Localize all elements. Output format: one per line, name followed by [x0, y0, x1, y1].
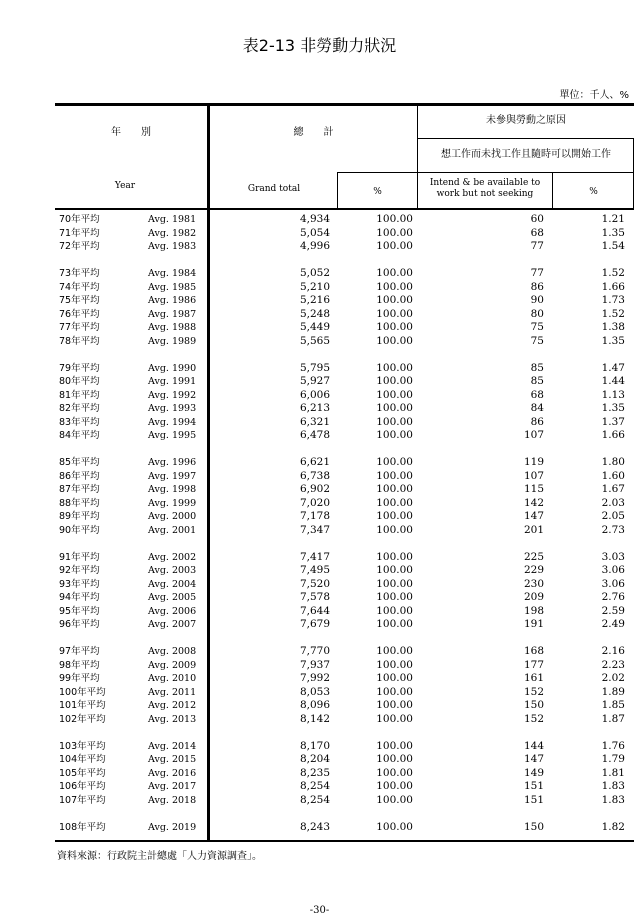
year-en-cell: Avg. 1993	[148, 403, 197, 414]
table-row	[55, 659, 634, 673]
table-row	[55, 402, 634, 416]
reason-group-rule	[418, 138, 634, 139]
year-en-cell: Avg. 2001	[148, 524, 197, 536]
year-en-cell: Avg. 1999	[148, 497, 197, 509]
total-pct-cell: 100.00	[376, 672, 413, 684]
intend-pct-cell: 1.13	[601, 388, 625, 401]
total-cell: 7,520	[299, 577, 330, 590]
total-pct-cell: 100.00	[376, 793, 413, 806]
page-title: 表2-13 非勞動力狀況	[242, 36, 397, 55]
intend-cell: 107	[523, 469, 544, 482]
total-pct-cell: 100.00	[376, 361, 413, 374]
intend-pct-cell: 2.03	[601, 496, 625, 509]
intend-cell: 85	[530, 375, 544, 387]
year-roc-cell: 101年平均	[59, 700, 106, 711]
total-pct-cell: 100.00	[376, 321, 413, 333]
year-roc-cell: 76年平均	[59, 308, 100, 320]
table-row	[55, 294, 634, 308]
table-row	[55, 213, 634, 227]
total-cell: 7,417	[299, 550, 330, 563]
year-roc-cell: 96年平均	[59, 619, 100, 630]
table-row	[55, 483, 634, 497]
total-cell: 7,937	[299, 658, 330, 671]
year-en-cell: Avg. 2010	[148, 673, 197, 684]
year-roc-cell: 84年平均	[59, 430, 100, 441]
table-row	[55, 686, 634, 700]
total-cell: 5,927	[299, 375, 330, 387]
intend-cell: 198	[523, 604, 544, 617]
year-en-cell: Avg. 2009	[148, 659, 197, 671]
year-en-cell: Avg. 1987	[148, 308, 197, 320]
header-intend-pct: %	[589, 187, 598, 197]
year-roc-cell: 81年平均	[59, 389, 100, 401]
year-en-cell: Avg. 2002	[148, 551, 197, 563]
year-roc-cell: 83年平均	[59, 416, 100, 428]
year-en-cell: Avg. 2005	[148, 592, 197, 603]
table-row	[55, 578, 634, 592]
total-pct-cell: 100.00	[376, 780, 413, 792]
intend-pct-cell: 2.76	[601, 591, 625, 603]
total-pct-cell: 100.00	[376, 604, 413, 617]
year-roc-cell: 85年平均	[59, 457, 100, 468]
table-row	[55, 470, 634, 484]
table-row	[55, 375, 634, 389]
intend-cell: 85	[530, 361, 544, 374]
header-intend-en-line1: Intend & be available to	[429, 178, 541, 188]
header-bottom-rule	[55, 208, 634, 210]
total-pct-cell: 100.00	[376, 591, 413, 603]
year-en-cell: Avg. 1990	[148, 362, 197, 374]
unit-label: 單位：千人、%	[559, 90, 629, 101]
intend-pct-cell: 1.79	[601, 753, 625, 765]
table-row	[55, 429, 634, 443]
total-pct-cell: 100.00	[376, 685, 413, 698]
intend-pct-cell: 2.16	[601, 645, 625, 657]
total-pct-cell: 100.00	[376, 739, 413, 752]
intend-cell: 142	[523, 496, 544, 509]
year-roc-cell: 99年平均	[59, 673, 100, 684]
table-row	[55, 416, 634, 430]
total-cell: 5,210	[299, 280, 330, 293]
intend-cell: 90	[530, 294, 544, 306]
total-pct-cell: 100.00	[376, 456, 413, 468]
total-pct-cell: 100.00	[376, 375, 413, 387]
intend-cell: 191	[523, 618, 544, 630]
total-cell: 7,770	[299, 645, 330, 657]
total-pct-cell: 100.00	[376, 523, 413, 536]
intend-pct-cell: 1.76	[601, 739, 625, 752]
year-roc-cell: 106年平均	[59, 781, 106, 792]
year-en-cell: Avg. 2017	[148, 781, 197, 792]
table-row	[55, 524, 634, 538]
intend-pct-cell: 1.35	[601, 402, 625, 414]
intend-pct-cell: 2.02	[601, 672, 625, 684]
intend-pct-cell: 2.05	[601, 510, 625, 522]
year-roc-cell: 75年平均	[59, 295, 100, 306]
total-cell: 5,054	[299, 226, 330, 239]
year-en-cell: Avg. 1995	[148, 430, 197, 441]
total-pct-cell: 100.00	[376, 388, 413, 401]
total-pct-cell: 100.00	[376, 226, 413, 239]
table-row	[55, 591, 634, 605]
table-row	[55, 740, 634, 754]
year-en-cell: Avg. 1983	[148, 241, 197, 252]
intend-pct-cell: 1.67	[601, 483, 625, 495]
year-roc-cell: 70年平均	[59, 214, 100, 225]
year-en-cell: Avg. 2004	[148, 578, 197, 590]
total-cell: 8,235	[299, 766, 330, 779]
year-roc-cell: 77年平均	[59, 322, 100, 333]
total-cell: 7,495	[299, 564, 330, 576]
intend-pct-cell: 1.54	[601, 240, 625, 252]
intend-pct-cell: 1.35	[601, 226, 625, 239]
year-roc-cell: 107年平均	[59, 794, 106, 806]
header-year-en: Year	[114, 181, 136, 191]
table-top-rule	[55, 103, 634, 106]
intend-cell: 150	[523, 820, 544, 833]
total-cell: 7,992	[299, 672, 330, 684]
total-pct-cell: 100.00	[376, 577, 413, 590]
total-cell: 8,204	[299, 753, 330, 765]
intend-pct-cell: 1.66	[601, 429, 625, 441]
total-pct-cell: 100.00	[376, 469, 413, 482]
table-row	[55, 321, 634, 335]
year-en-cell: Avg. 2008	[148, 646, 197, 657]
year-en-cell: Avg. 1989	[148, 335, 197, 347]
year-roc-cell: 91年平均	[59, 551, 100, 563]
year-roc-cell: 97年平均	[59, 646, 100, 657]
intend-cell: 151	[523, 793, 544, 806]
intend-cell: 77	[530, 267, 544, 279]
year-en-cell: Avg. 1991	[148, 376, 197, 387]
intend-cell: 68	[530, 388, 544, 401]
table-row	[55, 753, 634, 767]
year-en-cell: Avg. 2015	[148, 754, 197, 765]
intend-pct-cell: 2.73	[601, 523, 625, 536]
total-cell: 5,795	[299, 361, 330, 374]
table-row	[55, 497, 634, 511]
year-en-cell: Avg. 1996	[148, 457, 197, 468]
total-pct-cell: 100.00	[376, 712, 413, 725]
year-roc-cell: 90年平均	[59, 524, 100, 536]
header-total-pct: %	[373, 187, 382, 197]
table-row	[55, 456, 634, 470]
intend-cell: 230	[523, 577, 544, 590]
table-row	[55, 780, 634, 794]
year-en-cell: Avg. 2000	[148, 511, 197, 522]
intend-pct-cell: 1.80	[601, 456, 625, 468]
year-en-cell: Avg. 1982	[148, 227, 197, 239]
year-roc-cell: 86年平均	[59, 470, 100, 482]
total-pct-cell: 100.00	[376, 213, 413, 225]
intend-pct-cell: 1.87	[601, 712, 625, 725]
intend-cell: 68	[530, 226, 544, 239]
year-en-cell: Avg. 2007	[148, 619, 197, 630]
total-cell: 5,248	[299, 307, 330, 320]
table-row	[55, 564, 634, 578]
intend-pct-cell: 1.37	[601, 415, 625, 428]
table-row	[55, 362, 634, 376]
intend-cell: 168	[523, 645, 544, 657]
intend-pct-cell: 1.66	[601, 280, 625, 293]
total-cell: 6,478	[299, 429, 330, 441]
total-pct-cell: 100.00	[376, 483, 413, 495]
intend-pct-cell: 1.83	[601, 780, 625, 792]
year-roc-cell: 88年平均	[59, 497, 100, 509]
total-pct-cell: 100.00	[376, 267, 413, 279]
year-roc-cell: 108年平均	[59, 821, 106, 833]
total-cell: 7,178	[299, 510, 330, 522]
total-cell: 6,621	[299, 456, 330, 468]
year-en-cell: Avg. 2019	[148, 821, 197, 833]
intend-pct-cell: 1.89	[601, 685, 625, 698]
year-roc-cell: 100年平均	[59, 686, 106, 698]
source-note: 資料來源：行政院主計總處「人力資源調查」。	[57, 851, 262, 862]
year-roc-cell: 103年平均	[59, 740, 106, 752]
intend-pct-cell: 3.06	[601, 564, 625, 576]
header-intend-zh: 想工作而未找工作且隨時可以開始工作	[441, 149, 611, 160]
total-cell: 4,934	[299, 213, 330, 225]
total-pct-cell: 100.00	[376, 280, 413, 293]
year-en-cell: Avg. 1988	[148, 322, 197, 333]
year-en-cell: Avg. 2003	[148, 565, 197, 576]
total-cell: 5,565	[299, 334, 330, 347]
total-pct-cell: 100.00	[376, 766, 413, 779]
table-row	[55, 551, 634, 565]
total-pct-cell: 100.00	[376, 415, 413, 428]
intend-pct-cell: 1.83	[601, 793, 625, 806]
year-en-cell: Avg. 1998	[148, 484, 197, 495]
intend-pct-cell: 2.59	[601, 604, 625, 617]
intend-cell: 60	[530, 213, 544, 225]
year-roc-cell: 80年平均	[59, 376, 100, 387]
total-pct-cell: 100.00	[376, 753, 413, 765]
total-cell: 8,254	[299, 793, 330, 806]
header-intend-en-line2: work but not seeking	[436, 189, 534, 199]
year-roc-cell: 71年平均	[59, 227, 100, 239]
intend-pct-cell: 1.60	[601, 469, 625, 482]
year-roc-cell: 102年平均	[59, 713, 106, 725]
intend-cell: 77	[530, 240, 544, 252]
page-number: -30-	[309, 905, 330, 916]
total-cell: 8,254	[299, 780, 330, 792]
year-en-cell: Avg. 2011	[148, 686, 197, 698]
total-cell: 6,213	[299, 402, 330, 414]
header-total-en: Grand total	[247, 184, 301, 194]
total-cell: 8,096	[299, 699, 330, 711]
header-year-zh: 年 別	[111, 127, 151, 138]
year-roc-cell: 73年平均	[59, 268, 100, 279]
total-cell: 4,996	[299, 240, 330, 252]
total-pct-cell: 100.00	[376, 645, 413, 657]
intend-cell: 229	[523, 564, 544, 576]
table-row	[55, 335, 634, 349]
year-roc-cell: 89年平均	[59, 511, 100, 522]
intend-pct-cell: 1.38	[601, 321, 625, 333]
intend-pct-cell: 1.35	[601, 334, 625, 347]
total-pct-cell: 100.00	[376, 402, 413, 414]
year-roc-cell: 105年平均	[59, 767, 106, 779]
total-pct-cell: 100.00	[376, 307, 413, 320]
total-cell: 8,243	[299, 820, 330, 833]
intend-cell: 177	[523, 658, 544, 671]
total-cell: 5,449	[299, 321, 330, 333]
year-en-cell: Avg. 1986	[148, 295, 197, 306]
table-row	[55, 308, 634, 322]
table-row	[55, 618, 634, 632]
intend-cell: 152	[523, 712, 544, 725]
intend-cell: 107	[523, 429, 544, 441]
intend-cell: 144	[523, 739, 544, 752]
total-cell: 7,679	[299, 618, 330, 630]
intend-cell: 86	[530, 415, 544, 428]
year-roc-cell: 94年平均	[59, 592, 100, 603]
year-roc-cell: 104年平均	[59, 754, 106, 765]
intend-cell: 225	[523, 550, 544, 563]
total-cell: 7,020	[299, 496, 330, 509]
table-row	[55, 267, 634, 281]
header-reason-group: 未參與勞動之原因	[486, 115, 566, 126]
intend-pct-cell: 3.03	[601, 550, 625, 563]
intend-pct-cell: 1.82	[601, 820, 625, 833]
table-row	[55, 605, 634, 619]
intend-cell: 75	[530, 321, 544, 333]
intend-cell: 80	[530, 307, 544, 320]
year-en-cell: Avg. 1985	[148, 281, 197, 293]
total-pct-cell: 100.00	[376, 564, 413, 576]
table-row	[55, 240, 634, 254]
year-en-cell: Avg. 1994	[148, 416, 197, 428]
table-row	[55, 672, 634, 686]
intend-pct-cell: 1.52	[601, 267, 625, 279]
year-en-cell: Avg. 1997	[148, 470, 197, 482]
total-cell: 8,142	[299, 712, 330, 725]
intend-cell: 201	[523, 523, 544, 536]
year-en-cell: Avg. 2013	[148, 713, 197, 725]
total-pct-cell: 100.00	[376, 334, 413, 347]
table-bottom-rule	[55, 840, 634, 842]
total-cell: 6,006	[299, 388, 330, 401]
year-roc-cell: 79年平均	[59, 362, 100, 374]
intend-pct-cell: 2.23	[601, 658, 625, 671]
intend-cell: 119	[523, 456, 544, 468]
year-roc-cell: 92年平均	[59, 565, 100, 576]
intend-pct-cell: 3.06	[601, 577, 625, 590]
intend-cell: 152	[523, 685, 544, 698]
table-row	[55, 510, 634, 524]
intend-pct-cell: 1.81	[601, 766, 625, 779]
total-cell: 7,347	[299, 523, 330, 536]
total-pct-cell: 100.00	[376, 658, 413, 671]
year-en-cell: Avg. 1992	[148, 389, 197, 401]
intend-pct-cell: 1.85	[601, 699, 625, 711]
total-pct-cell: 100.00	[376, 240, 413, 252]
intend-cell: 147	[523, 510, 544, 522]
total-pct-cell: 100.00	[376, 294, 413, 306]
table-row	[55, 794, 634, 808]
year-roc-cell: 95年平均	[59, 605, 100, 617]
table-row	[55, 713, 634, 727]
year-en-cell: Avg. 2018	[148, 794, 197, 806]
table-row	[55, 281, 634, 295]
total-pct-cell: 100.00	[376, 550, 413, 563]
total-cell: 6,738	[299, 469, 330, 482]
intend-cell: 75	[530, 334, 544, 347]
intend-pct-cell: 1.44	[601, 375, 625, 387]
total-cell: 6,321	[299, 415, 330, 428]
intend-cell: 149	[523, 766, 544, 779]
total-pct-cell: 100.00	[376, 496, 413, 509]
intend-cell: 209	[523, 591, 544, 603]
year-roc-cell: 98年平均	[59, 659, 100, 671]
intend-pct-cell: 1.52	[601, 307, 625, 320]
table-row	[55, 227, 634, 241]
total-pct-cell: 100.00	[376, 429, 413, 441]
intend-cell: 150	[523, 699, 544, 711]
intend-pct-cell: 2.49	[601, 618, 625, 630]
year-en-cell: Avg. 2016	[148, 767, 197, 779]
total-cell: 7,578	[299, 591, 330, 603]
year-en-cell: Avg. 2006	[148, 605, 197, 617]
total-pct-cell: 100.00	[376, 618, 413, 630]
total-cell: 6,902	[299, 483, 330, 495]
total-cell: 8,053	[299, 685, 330, 698]
total-cell: 5,052	[299, 267, 330, 279]
year-roc-cell: 72年平均	[59, 241, 100, 252]
intend-pct-cell: 1.47	[601, 361, 625, 374]
total-cell: 5,216	[299, 294, 330, 306]
intend-pct-cell: 1.21	[601, 213, 625, 225]
year-roc-cell: 74年平均	[59, 281, 100, 293]
year-en-cell: Avg. 2014	[148, 740, 197, 752]
year-en-cell: Avg. 1981	[148, 214, 197, 225]
year-roc-cell: 93年平均	[59, 578, 100, 590]
year-roc-cell: 78年平均	[59, 335, 100, 347]
total-pct-cell: 100.00	[376, 820, 413, 833]
table-row	[55, 767, 634, 781]
total-pct-cell: 100.00	[376, 699, 413, 711]
year-en-cell: Avg. 1984	[148, 268, 197, 279]
total-pct-cell: 100.00	[376, 510, 413, 522]
intend-cell: 147	[523, 753, 544, 765]
intend-cell: 151	[523, 780, 544, 792]
table-row	[55, 645, 634, 659]
intend-pct-cell: 1.73	[601, 294, 625, 306]
total-cell: 7,644	[299, 604, 330, 617]
intend-cell: 86	[530, 280, 544, 293]
intend-cell: 84	[530, 402, 544, 414]
total-cell: 8,170	[299, 739, 330, 752]
table-row	[55, 699, 634, 713]
year-roc-cell: 82年平均	[59, 403, 100, 414]
year-roc-cell: 87年平均	[59, 484, 100, 495]
year-en-cell: Avg. 2012	[148, 700, 197, 711]
table-row	[55, 821, 634, 835]
total-section-top-rule	[338, 172, 633, 173]
header-total-zh: 總 計	[293, 127, 334, 138]
intend-cell: 161	[523, 672, 544, 684]
intend-cell: 115	[523, 483, 544, 495]
table-row	[55, 389, 634, 403]
